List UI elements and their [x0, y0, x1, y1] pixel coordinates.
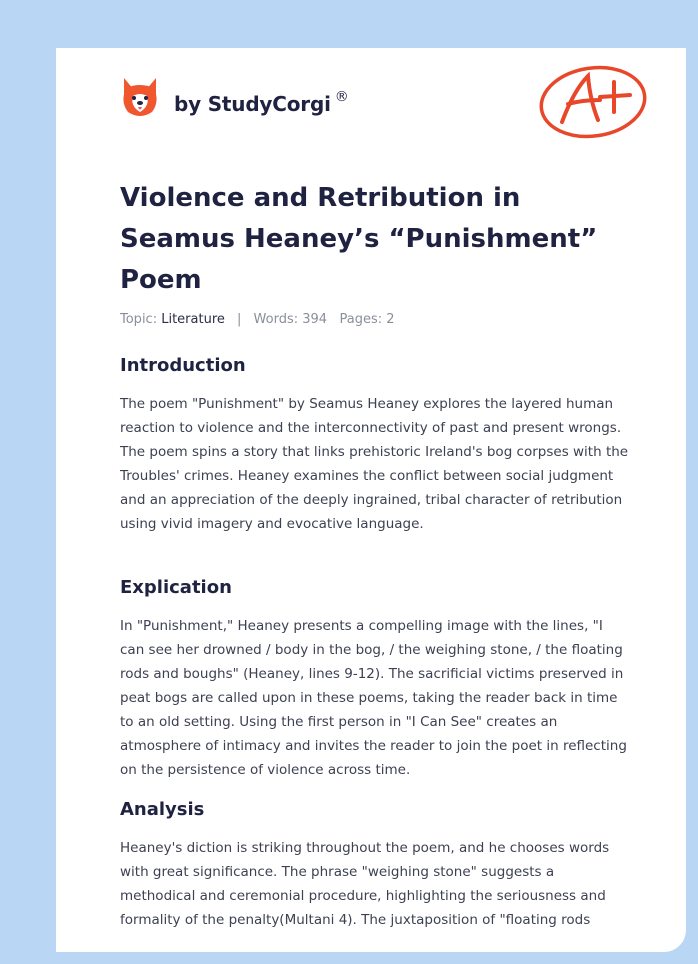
section-body: Heaney's diction is striking throughout the poem, and he chooses words with great significance. The phrase "weighing stone" suggests a methodical and ceremonial procedure, highlighting the seriousness and formality of the penalty(Multani 4). The juxtaposition of "floating rods: [120, 840, 610, 928]
meta-separator: |: [237, 312, 242, 327]
page-count: Pages: 2: [339, 312, 395, 327]
section-heading: Introduction: [120, 355, 246, 376]
brand-name: by StudyCorgi ®: [174, 88, 349, 116]
section-explication: [120, 576, 630, 782]
svg-text:A+: A+: [538, 60, 540, 61]
topic-label: Topic:: [120, 312, 158, 327]
topic-link[interactable]: Literature: [161, 312, 225, 327]
section-analysis: [120, 798, 630, 932]
section-body: The poem "Punishment" by Seamus Heaney explores the layered human reaction to violence and the interconnectivity of past and present wrongs. The poem spins a story that links prehistoric Ireland's bog corpses with the Troubles' crimes. Heaney examines the conflict between social judgment and an appreciation of the deeply ingrained, tribal character of retribution using vivid imagery and evocative language.: [120, 396, 629, 532]
a-plus-grade-badge: [538, 60, 650, 140]
section-body: In "Punishment," Heaney presents a compelling image with the lines, "I can see her drowned / body in the bog, / the weighing stone, / the floating rods and boughs" (Heaney, lines 9-12). The sacrificial victims preserved in peat bogs are called upon in these poems, taking the reader back in time to an old setting. Using the first person in "I Can See" creates an atmosphere of intimacy and invites the reader to join the poet in reflecting on the persistence of violence across time.: [120, 618, 627, 778]
document-meta: [120, 312, 395, 327]
studycorgi-logo[interactable]: [120, 76, 349, 120]
section-introduction: [120, 354, 630, 536]
document-title: Violence and Retribution in Seamus Heaney’s “Punishment” Poem: [120, 183, 598, 295]
corgi-icon: [120, 76, 160, 120]
section-heading: Explication: [120, 577, 232, 598]
section-heading: Analysis: [120, 799, 205, 820]
word-count: Words: 394: [253, 312, 328, 327]
document-page: [56, 48, 686, 952]
